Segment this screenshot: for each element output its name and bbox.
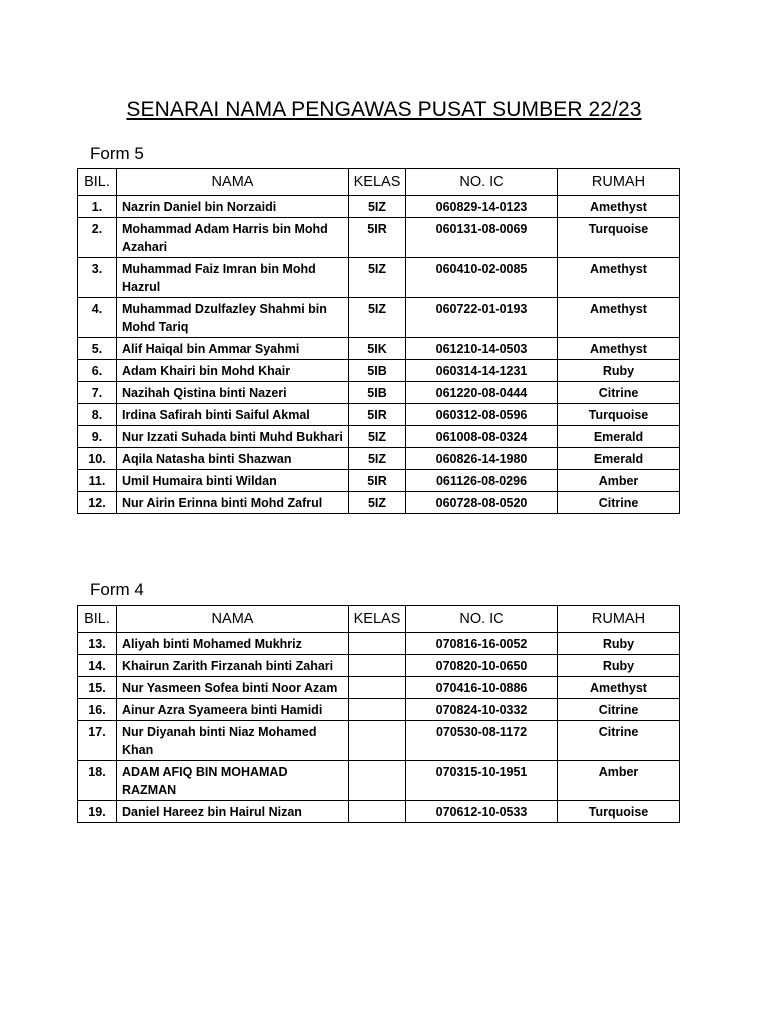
cell-rumah: Turquoise [558, 404, 680, 426]
cell-rumah: Amethyst [558, 298, 680, 338]
cell-bil: 3. [78, 258, 117, 298]
cell-kelas: 5IB [349, 360, 406, 382]
table-row [78, 633, 680, 655]
cell-no-ic: 060728-08-0520 [406, 492, 558, 514]
cell-no-ic: 061008-08-0324 [406, 426, 558, 448]
cell-no-ic: 070824-10-0332 [406, 699, 558, 721]
cell-rumah: Ruby [558, 360, 680, 382]
cell-rumah: Amethyst [558, 196, 680, 218]
cell-no-ic: 060131-08-0069 [406, 218, 558, 258]
form4-table [77, 605, 680, 823]
cell-no-ic: 061210-14-0503 [406, 338, 558, 360]
cell-rumah: Citrine [558, 382, 680, 404]
cell-bil: 18. [78, 761, 117, 801]
cell-kelas: 5IR [349, 218, 406, 258]
table-row [78, 258, 680, 298]
cell-kelas: 5IK [349, 338, 406, 360]
cell-kelas: 5IZ [349, 196, 406, 218]
cell-nama: Nur Diyanah binti Niaz Mohamed Khan [117, 721, 349, 761]
cell-kelas [349, 633, 406, 655]
cell-nama: Umil Humaira binti Wildan [117, 470, 349, 492]
cell-bil: 15. [78, 677, 117, 699]
cell-rumah: Amethyst [558, 338, 680, 360]
cell-no-ic: 060410-02-0085 [406, 258, 558, 298]
header-no-ic: NO. IC [406, 169, 558, 196]
cell-nama: Daniel Hareez bin Hairul Nizan [117, 801, 349, 823]
cell-bil: 8. [78, 404, 117, 426]
cell-bil: 1. [78, 196, 117, 218]
cell-bil: 19. [78, 801, 117, 823]
table-header-row [78, 169, 680, 196]
cell-no-ic: 070530-08-1172 [406, 721, 558, 761]
cell-no-ic: 060722-01-0193 [406, 298, 558, 338]
cell-bil: 9. [78, 426, 117, 448]
table-row [78, 655, 680, 677]
cell-rumah: Turquoise [558, 801, 680, 823]
cell-no-ic: 060826-14-1980 [406, 448, 558, 470]
cell-rumah: Citrine [558, 721, 680, 761]
cell-no-ic: 070612-10-0533 [406, 801, 558, 823]
cell-kelas [349, 655, 406, 677]
table-row [78, 382, 680, 404]
header-kelas: KELAS [349, 606, 406, 633]
table-row [78, 448, 680, 470]
cell-no-ic: 061126-08-0296 [406, 470, 558, 492]
table-row [78, 677, 680, 699]
cell-nama: Irdina Safirah binti Saiful Akmal [117, 404, 349, 426]
table-row [78, 360, 680, 382]
table-row [78, 470, 680, 492]
cell-bil: 17. [78, 721, 117, 761]
cell-nama: Alif Haiqal bin Ammar Syahmi [117, 338, 349, 360]
table-row [78, 761, 680, 801]
cell-kelas: 5IR [349, 470, 406, 492]
cell-nama: Adam Khairi bin Mohd Khair [117, 360, 349, 382]
cell-kelas: 5IR [349, 404, 406, 426]
cell-kelas: 5IZ [349, 298, 406, 338]
cell-nama: Mohammad Adam Harris bin Mohd Azahari [117, 218, 349, 258]
cell-nama: Nur Izzati Suhada binti Muhd Bukhari [117, 426, 349, 448]
table-row [78, 196, 680, 218]
cell-no-ic: 060829-14-0123 [406, 196, 558, 218]
cell-no-ic: 060312-08-0596 [406, 404, 558, 426]
cell-nama: Nur Yasmeen Sofea binti Noor Azam [117, 677, 349, 699]
cell-kelas [349, 721, 406, 761]
header-bil: BIL. [78, 606, 117, 633]
cell-bil: 16. [78, 699, 117, 721]
cell-bil: 5. [78, 338, 117, 360]
cell-bil: 14. [78, 655, 117, 677]
table-row [78, 338, 680, 360]
cell-no-ic: 060314-14-1231 [406, 360, 558, 382]
cell-rumah: Amber [558, 761, 680, 801]
table-row [78, 218, 680, 258]
cell-kelas: 5IB [349, 382, 406, 404]
cell-rumah: Emerald [558, 448, 680, 470]
cell-nama: Nazihah Qistina binti Nazeri [117, 382, 349, 404]
cell-rumah: Amethyst [558, 677, 680, 699]
cell-bil: 7. [78, 382, 117, 404]
header-nama: NAMA [117, 169, 349, 196]
cell-kelas [349, 677, 406, 699]
cell-kelas [349, 761, 406, 801]
cell-kelas: 5IZ [349, 426, 406, 448]
cell-rumah: Ruby [558, 655, 680, 677]
cell-rumah: Citrine [558, 699, 680, 721]
cell-no-ic: 070416-10-0886 [406, 677, 558, 699]
cell-rumah: Amber [558, 470, 680, 492]
cell-nama: Nur Airin Erinna binti Mohd Zafrul [117, 492, 349, 514]
header-nama: NAMA [117, 606, 349, 633]
table-row [78, 492, 680, 514]
table-row [78, 298, 680, 338]
cell-rumah: Turquoise [558, 218, 680, 258]
cell-bil: 13. [78, 633, 117, 655]
cell-nama: Muhammad Dzulfazley Shahmi bin Mohd Tariq [117, 298, 349, 338]
cell-bil: 11. [78, 470, 117, 492]
form4-heading: Form 4 [90, 580, 144, 599]
table-row [78, 426, 680, 448]
cell-nama: Muhammad Faiz Imran bin Mohd Hazrul [117, 258, 349, 298]
document-title: SENARAI NAMA PENGAWAS PUSAT SUMBER 22/23 [126, 98, 642, 121]
table-row [78, 404, 680, 426]
cell-nama: Aqila Natasha binti Shazwan [117, 448, 349, 470]
table-header-row [78, 606, 680, 633]
header-no-ic: NO. IC [406, 606, 558, 633]
cell-bil: 2. [78, 218, 117, 258]
form5-table [77, 168, 680, 514]
table-row [78, 721, 680, 761]
form5-heading: Form 5 [90, 144, 144, 163]
form4-table-body [78, 633, 680, 823]
form5-table-body [78, 196, 680, 514]
header-kelas: KELAS [349, 169, 406, 196]
cell-nama: Khairun Zarith Firzanah binti Zahari [117, 655, 349, 677]
cell-rumah: Amethyst [558, 258, 680, 298]
cell-no-ic: 070816-16-0052 [406, 633, 558, 655]
cell-bil: 12. [78, 492, 117, 514]
cell-nama: Aliyah binti Mohamed Mukhriz [117, 633, 349, 655]
cell-kelas [349, 801, 406, 823]
cell-nama: Nazrin Daniel bin Norzaidi [117, 196, 349, 218]
cell-no-ic: 070820-10-0650 [406, 655, 558, 677]
header-rumah: RUMAH [558, 169, 680, 196]
cell-nama: Ainur Azra Syameera binti Hamidi [117, 699, 349, 721]
cell-nama: ADAM AFIQ BIN MOHAMAD RAZMAN [117, 761, 349, 801]
table-row [78, 699, 680, 721]
cell-rumah: Ruby [558, 633, 680, 655]
cell-bil: 6. [78, 360, 117, 382]
cell-kelas [349, 699, 406, 721]
cell-rumah: Emerald [558, 426, 680, 448]
cell-kelas: 5IZ [349, 492, 406, 514]
header-bil: BIL. [78, 169, 117, 196]
cell-bil: 10. [78, 448, 117, 470]
cell-no-ic: 070315-10-1951 [406, 761, 558, 801]
table-row [78, 801, 680, 823]
header-rumah: RUMAH [558, 606, 680, 633]
cell-rumah: Citrine [558, 492, 680, 514]
cell-no-ic: 061220-08-0444 [406, 382, 558, 404]
cell-kelas: 5IZ [349, 258, 406, 298]
cell-bil: 4. [78, 298, 117, 338]
cell-kelas: 5IZ [349, 448, 406, 470]
